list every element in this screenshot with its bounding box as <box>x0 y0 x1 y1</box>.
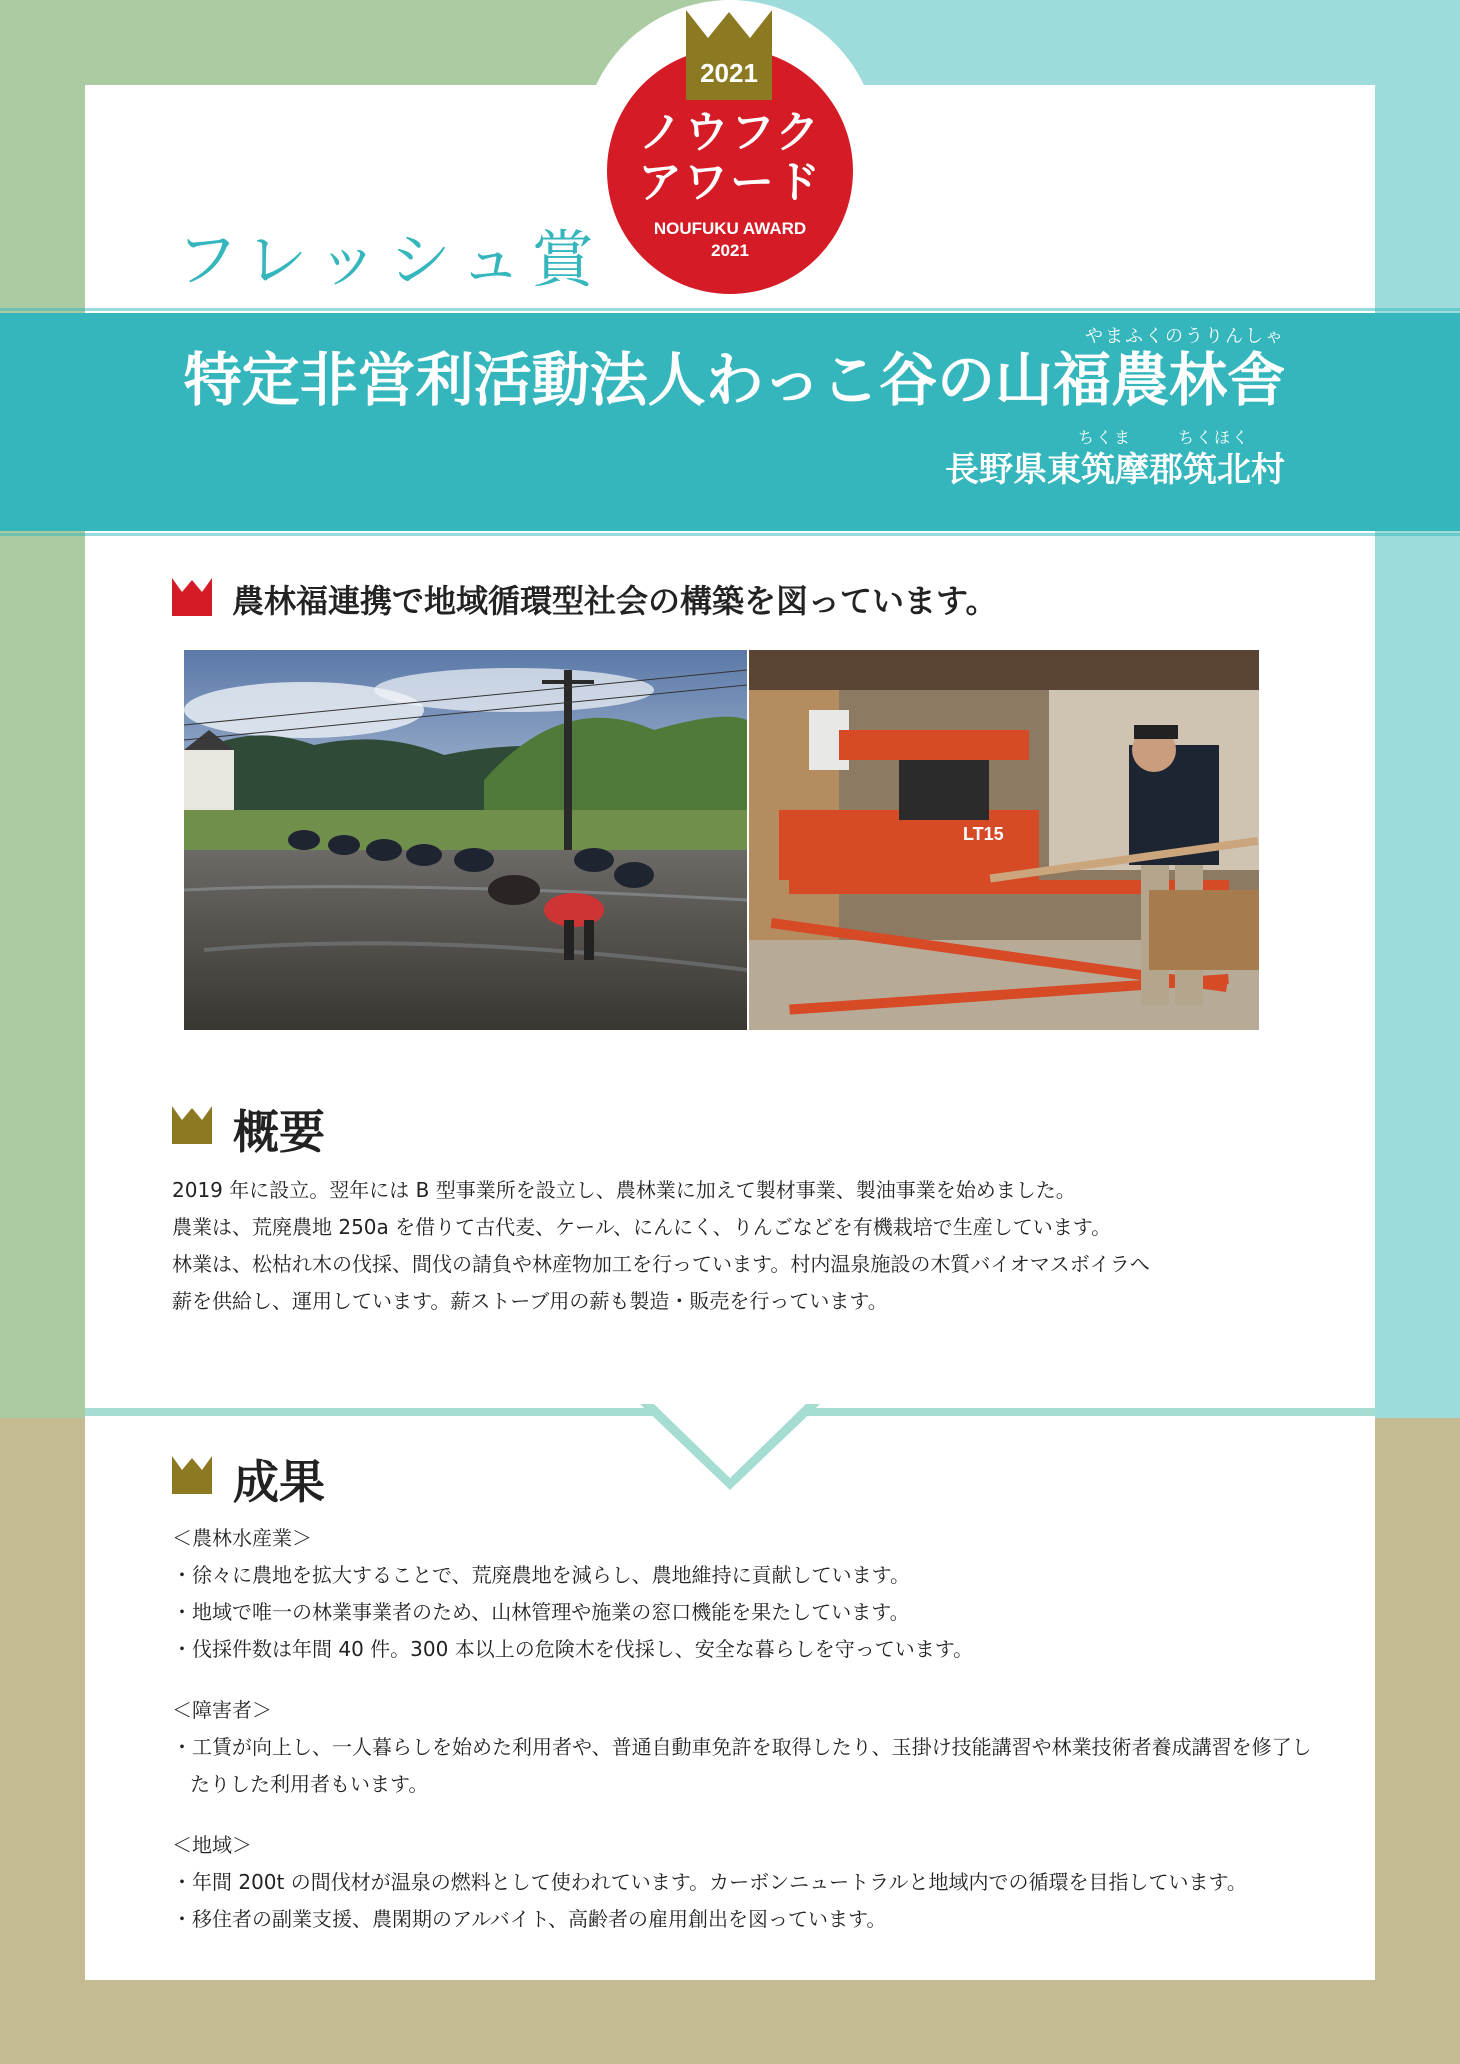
results-item: ・年間 200t の間伐材が温泉の燃料として使われています。カーボンニュートラルと地域内での循環を目指しています。 <box>172 1870 1247 1894</box>
background-teal-band <box>1375 0 1460 1418</box>
results-group-heading: ＜地域＞ <box>172 1833 252 1857</box>
results-item: ・地域で唯一の林業事業者のため、山林管理や施業の窓口機能を果たしています。 <box>172 1600 910 1624</box>
overview-line: 農業は、荒廃農地 250a を借りて古代麦、ケール、にんにく、りんごなどを有機栽培で生産しています。 <box>172 1215 1112 1239</box>
organization-name: 特定非営利活動法人わっこ谷の山福農林舎 <box>183 346 1285 414</box>
results-item: ・伐採件数は年間 40 件。300 本以上の危険木を伐採し、安全な暮らしを守っています。 <box>172 1637 974 1661</box>
headline: 農林福連携で地域循環型社会の構築を図っています。 <box>232 582 998 620</box>
location-ruby-1: ちくま <box>1078 428 1133 447</box>
badge-title <box>607 108 853 208</box>
location-ruby-2: ちくほく <box>1178 428 1251 447</box>
overview-text <box>172 1172 1302 1320</box>
results-item: ・徐々に農地を拡大することで、荒廃農地を減らし、農地維持に貢献しています。 <box>172 1563 910 1587</box>
results-item: ・工賃が向上し、一人暮らしを始めた利用者や、普通自動車免許を取得したり、玉掛け技能講習や林業技術者養成講習を修了したりした利用者もいます。 <box>172 1735 1312 1796</box>
badge-subtitle <box>607 218 853 262</box>
band-line-bottom <box>0 533 1460 536</box>
results-group-heading: ＜障害者＞ <box>172 1698 272 1722</box>
photo-sawmill <box>749 650 1259 1030</box>
sawmill-sign: LT15 <box>963 824 1004 844</box>
results-group-disability <box>172 1692 1322 1803</box>
award-name: フレッシュ賞 <box>176 223 604 296</box>
results-group-community <box>172 1827 1322 1938</box>
divider-arrow <box>640 1404 820 1494</box>
results-title: 成果 <box>233 1455 325 1509</box>
badge-title-line1: ノウフク <box>638 107 822 158</box>
overview-title: 概要 <box>233 1105 325 1159</box>
band-line-top <box>0 308 1460 311</box>
organization-ruby: やまふくのうりんしゃ <box>1085 326 1285 347</box>
crown-icon <box>172 578 212 616</box>
results-group-heading: ＜農林水産業＞ <box>172 1526 312 1550</box>
crown-icon <box>172 1106 212 1144</box>
badge-subtitle-year: 2021 <box>711 241 749 260</box>
background-green-band <box>0 0 85 1418</box>
results-list <box>172 1520 1322 1962</box>
badge-title-line2: アワード <box>638 157 822 208</box>
organization-location: 長野県東筑摩郡筑北村 <box>945 450 1285 490</box>
results-group-agriculture <box>172 1520 1322 1668</box>
badge-subtitle-text: NOUFUKU AWARD <box>653 219 807 238</box>
badge-year: 2021 <box>700 58 758 88</box>
crown-icon <box>172 1456 212 1494</box>
photo-rice-planting <box>184 650 747 1030</box>
results-item: ・移住者の副業支援、農閑期のアルバイト、高齢者の雇用創出を図っています。 <box>172 1907 887 1931</box>
overview-line: 2019 年に設立。翌年には B 型事業所を設立し、農林業に加えて製材事業、製油事業を始めました。 <box>172 1178 1076 1202</box>
overview-line: 薪を供給し、運用しています。薪ストーブ用の薪も製造・販売を行っています。 <box>172 1289 888 1313</box>
overview-line: 林業は、松枯れ木の伐採、間伐の請負や林産物加工を行っています。村内温泉施設の木質バイオマスボイラへ <box>172 1252 1150 1276</box>
